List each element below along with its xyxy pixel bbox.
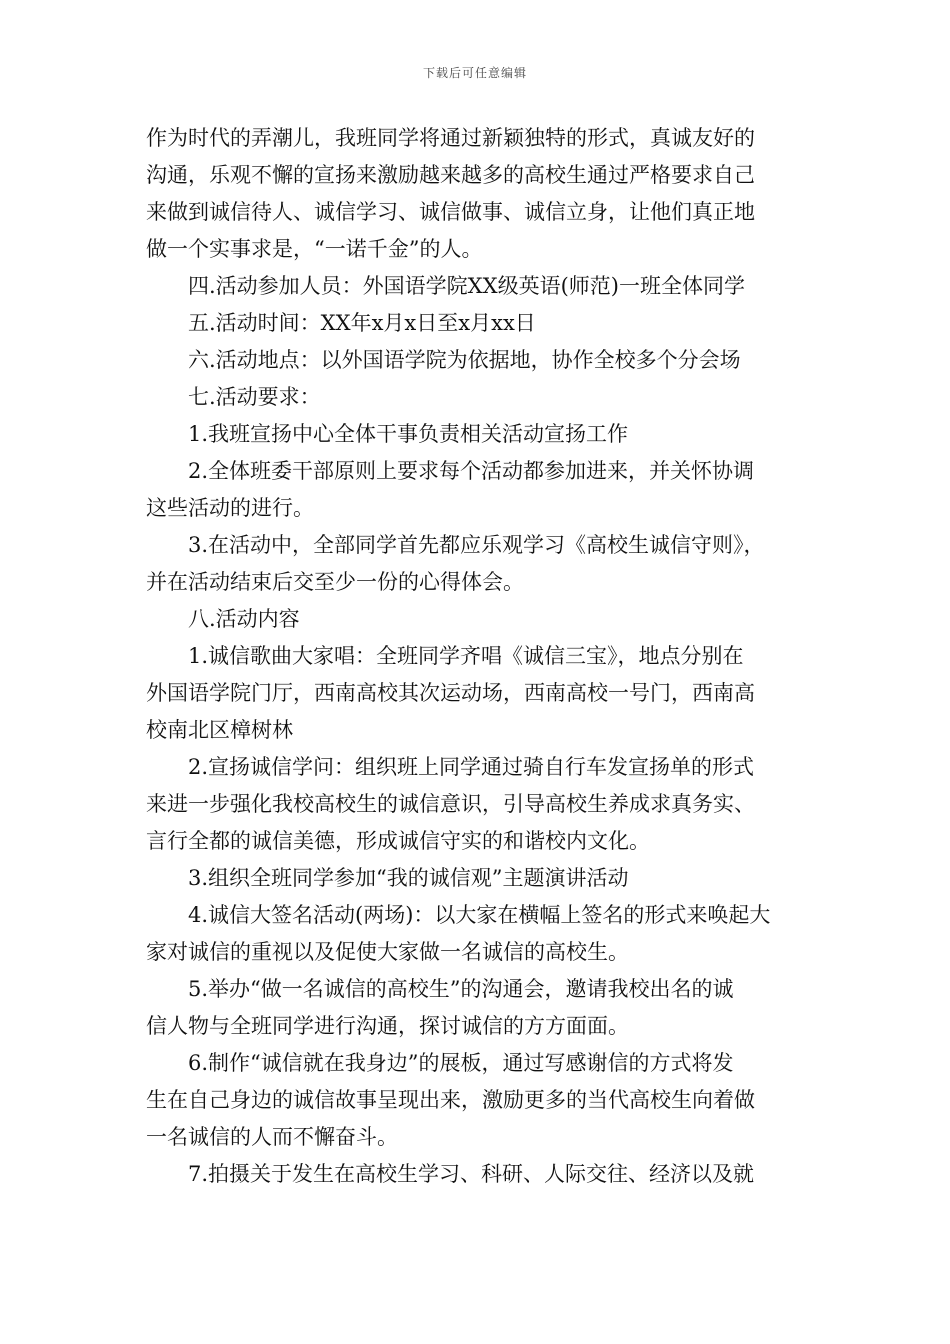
text-line: 来做到诚信待人、诚信学习、诚信做事、诚信立身，让他们真正地 [146, 200, 755, 224]
text-line: 外国语学院门厅，西南高校其次运动场，西南高校一号门，西南高 [146, 681, 755, 705]
text-line: 八.活动内容 [188, 607, 300, 631]
text-line: 3.在活动中，全部同学首先都应乐观学习《高校生诚信守则》， [188, 533, 765, 557]
text-line: 2.宣扬诚信学问：组织班上同学通过骑自行车发宣扬单的形式 [188, 755, 755, 779]
text-line: 6.制作“诚信就在我身边”的展板，通过写感谢信的方式将发 [188, 1051, 734, 1075]
text-line: 校南北区樟树林 [146, 718, 293, 742]
text-line: 家对诚信的重视以及促使大家做一名诚信的高校生。 [146, 940, 629, 964]
text-line: 言行全都的诚信美德，形成诚信守实的和谐校内文化。 [146, 829, 650, 853]
text-line: 一名诚信的人而不懈奋斗。 [146, 1125, 398, 1149]
text-line: 四.活动参加人员：外国语学院XX级英语(师范)一班全体同学 [188, 274, 745, 298]
document-body [146, 120, 810, 1193]
text-line: 2.全体班委干部原则上要求每个活动都参加进来，并关怀协调 [188, 459, 755, 483]
text-line: 五.活动时间：XX年x月x日至x月xx日 [188, 311, 536, 335]
text-line: 七.活动要求： [188, 385, 321, 409]
text-line: 1.诚信歌曲大家唱：全班同学齐唱《诚信三宝》，地点分别在 [188, 644, 744, 668]
text-line: 做一个实事求是，“一诺千金”的人。 [146, 237, 483, 261]
text-line: 来进一步强化我校高校生的诚信意识，引导高校生养成求真务实、 [146, 792, 755, 816]
text-line: 这些活动的进行。 [146, 496, 314, 520]
text-line: 作为时代的弄潮儿，我班同学将通过新颖独特的形式，真诚友好的 [146, 126, 755, 150]
text-line: 1.我班宣扬中心全体干事负责相关活动宣扬工作 [188, 422, 629, 446]
text-line: 并在活动结束后交至少一份的心得体会。 [146, 570, 524, 594]
text-line: 7.拍摄关于发生在高校生学习、科研、人际交往、经济以及就 [188, 1162, 755, 1186]
text-line: 六.活动地点：以外国语学院为依据地，协作全校多个分会场 [188, 348, 741, 372]
text-line: 4.诚信大签名活动(两场)：以大家在横幅上签名的形式来唤起大 [188, 903, 771, 927]
text-line: 信人物与全班同学进行沟通，探讨诚信的方方面面。 [146, 1014, 629, 1038]
page-header: 下载后可任意编辑 [422, 66, 527, 80]
text-line: 沟通，乐观不懈的宣扬来激励越来越多的高校生通过严格要求自己 [146, 163, 755, 187]
text-line: 生在自己身边的诚信故事呈现出来，激励更多的当代高校生向着做 [146, 1088, 755, 1112]
text-line: 3.组织全班同学参加“我的诚信观”主题演讲活动 [188, 866, 629, 890]
text-line: 5.举办“做一名诚信的高校生”的沟通会，邀请我校出名的诚 [188, 977, 734, 1001]
